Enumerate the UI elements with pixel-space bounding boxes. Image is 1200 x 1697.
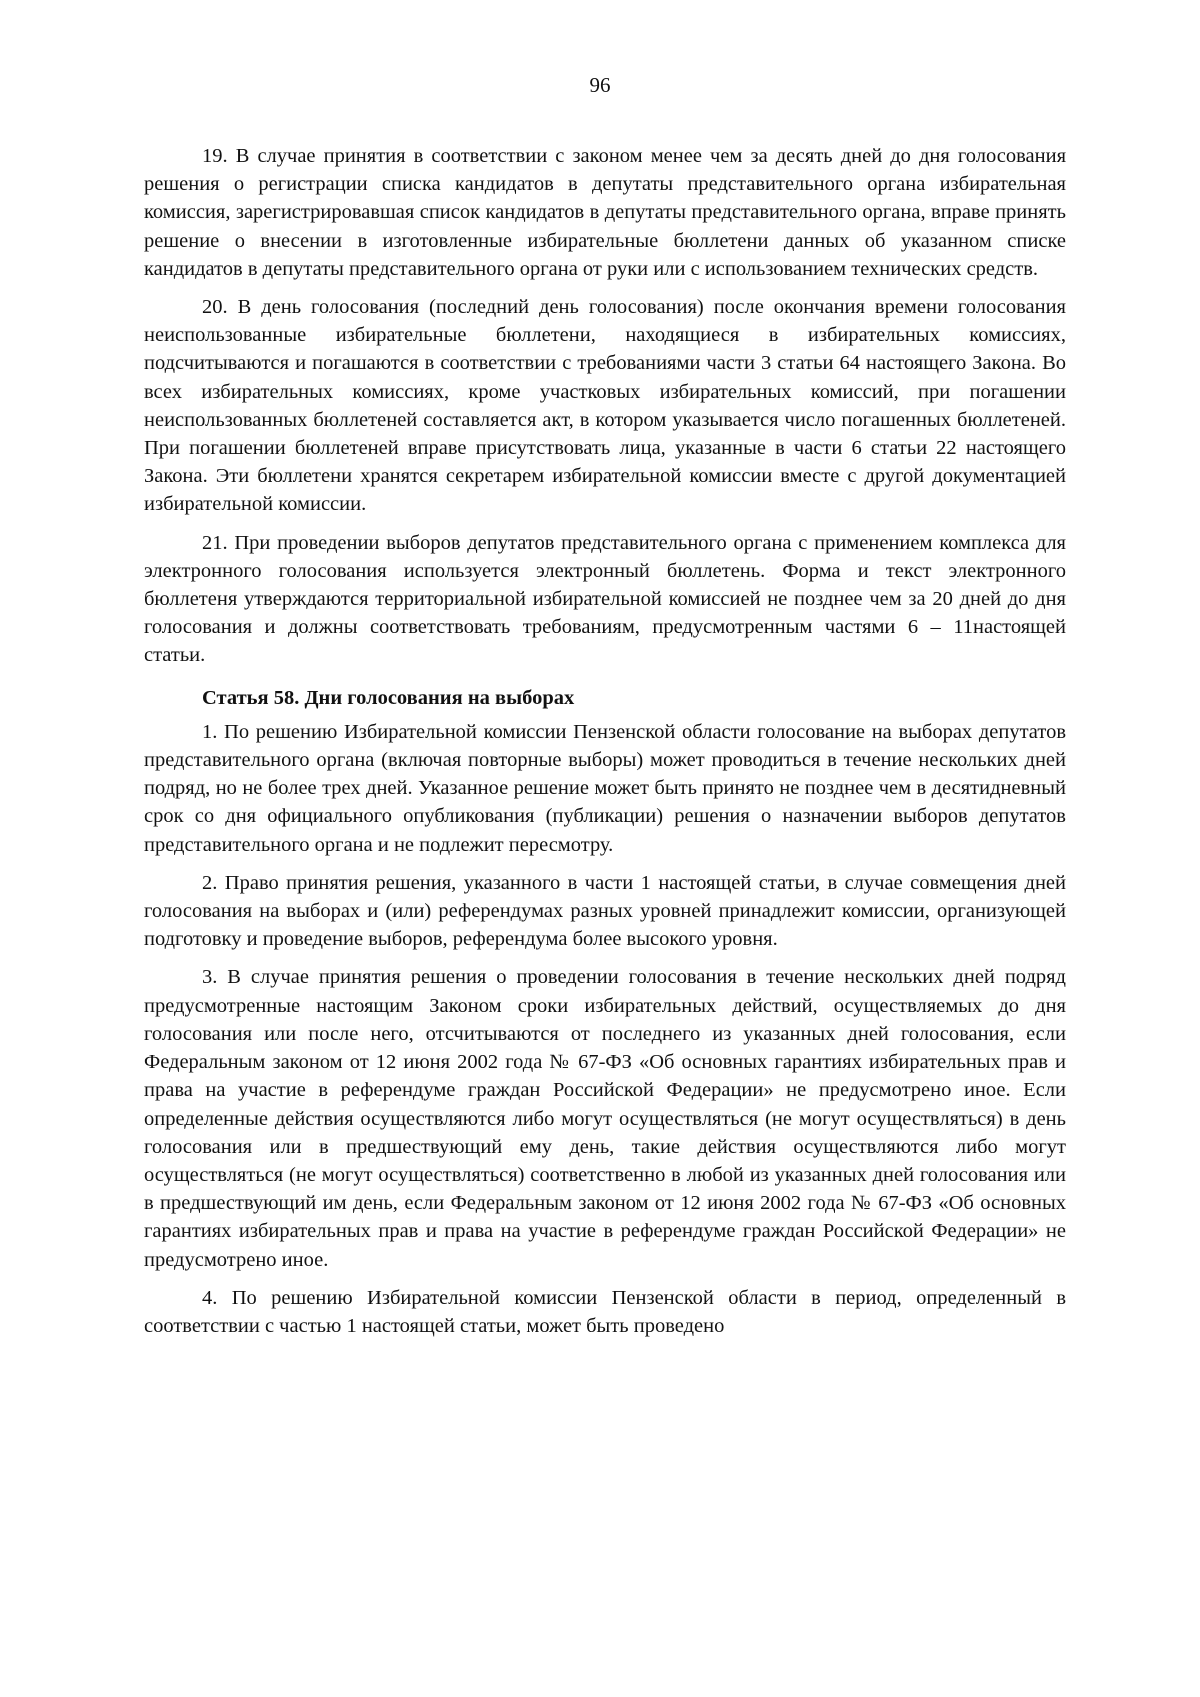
article-item-4: 4. По решению Избирательной комиссии Пензенской области в период, определенный в соответствии с частью 1 настоящей статьи, может быть проведено	[144, 1286, 1066, 1337]
paragraph-20: 20. В день голосования (последний день голосования) после окончания времени голосования неиспользованные избирательные бюллетени, находящиеся в избирательных комиссиях, подсчитываются и погашаются в соответствии с требованиями части 3 статьи 64 настоящего Закона. Во всех избирательных комиссиях, кроме участковых избирательных комиссий, при погашении неиспользованных бюллетеней составляется акт, в котором указывается число погашенных бюллетеней. При погашении бюллетеней вправе присутствовать лица, указанные в части 6 статьи 22 настоящего Закона. Эти бюллетени хранятся секретарем избирательной комиссии вместе с другой документацией избирательной комиссии.	[144, 296, 1066, 516]
paragraph-21: 21. При проведении выборов депутатов представительного органа с применением комплекса для электронного голосования используется электронный бюллетень. Форма и текст электронного бюллетеня утверждаются территориальной избирательной комиссией не позднее чем за 20 дней до дня голосования и должны соответствовать требованиям, предусмотренным частями 6 – 11настоящей статьи.	[144, 531, 1066, 667]
article-item-3: 3. В случае принятия решения о проведении голосования в течение нескольких дней подряд предусмотренные настоящим Законом сроки избирательных действий, осуществляемых до дня голосования или после него, отсчитываются от последнего из указанных дней голосования, если Федеральным законом от 12 июня 2002 года № 67-ФЗ «Об основных гарантиях избирательных прав и права на участие в референдуме граждан Российской Федерации» не предусмотрено иное. Если определенные действия осуществляются либо могут осуществляться (не могут осуществляться) в день голосования или в предшествующий ему день, такие действия осуществляются либо могут осуществляться (не могут осуществляться) соответственно в любой из указанных дней голосования или в предшествующий им день, если Федеральным законом от 12 июня 2002 года № 67-ФЗ «Об основных гарантиях избирательных прав и права на участие в референдуме граждан Российской Федерации» не предусмотрено иное.	[144, 966, 1066, 1271]
article-item-1: 1. По решению Избирательной комиссии Пензенской области голосование на выборах депутатов представительного органа (включая повторные выборы) может проводиться в течение нескольких дней подряд, но не более трех дней. Указанное решение может быть принято не позднее чем в десятидневный срок со дня официального опубликования (публикации) решения о назначении выборов депутатов представительного органа и не подлежит пересмотру.	[144, 720, 1066, 856]
page-body	[144, 142, 1066, 1350]
page-number: 96	[589, 73, 611, 97]
paragraph-19: 19. В случае принятия в соответствии с законом менее чем за десять дней до дня голосования решения о регистрации списка кандидатов в депутаты представительного органа избирательная комиссия, зарегистрировавшая список кандидатов в депутаты представительного органа, вправе принять решение о внесении в изготовленные избирательные бюллетени данных об указанном списке кандидатов в депутаты представительного органа от руки или с использованием технических средств.	[144, 145, 1066, 280]
article-58-heading: Статья 58. Дни голосования на выборах	[202, 686, 575, 709]
article-item-2: 2. Право принятия решения, указанного в части 1 настоящей статьи, в случае совмещения дней голосования на выборах и (или) референдумах разных уровней принадлежит комиссии, организующей подготовку и проведение выборов, референдума более высокого уровня.	[144, 871, 1066, 951]
